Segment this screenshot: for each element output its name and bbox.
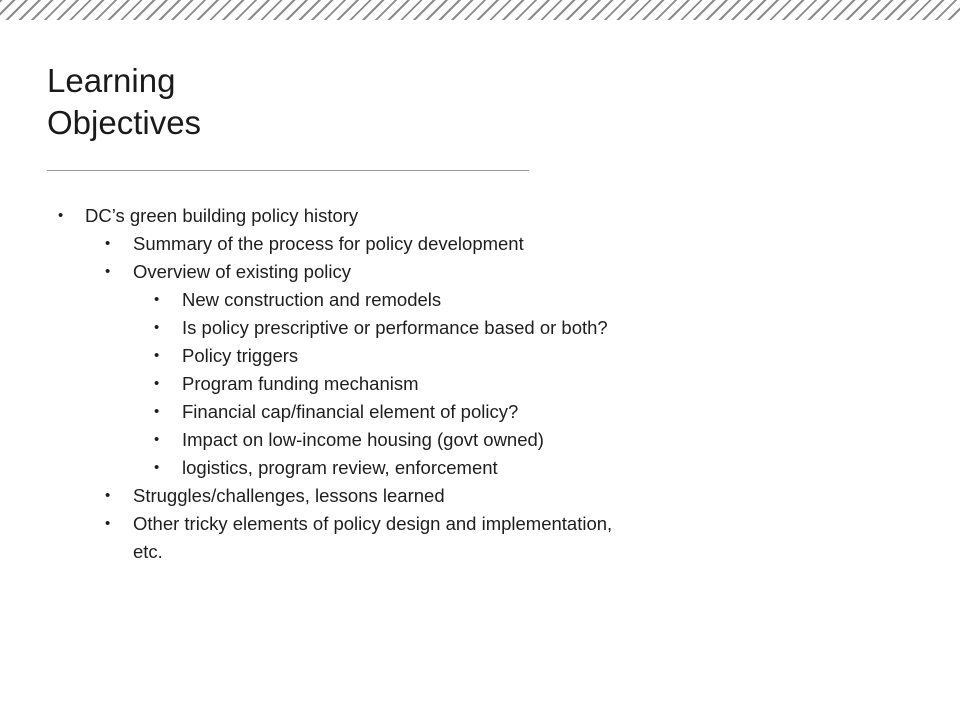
bullet-item: • Policy triggers bbox=[0, 342, 960, 370]
bullet-item: • Financial cap/financial element of policy? bbox=[0, 398, 960, 426]
title-divider bbox=[47, 170, 529, 171]
bullet-item: • Struggles/challenges, lessons learned bbox=[0, 482, 960, 510]
bullet-item: • Summary of the process for policy development bbox=[0, 230, 960, 258]
bullet-item: • New construction and remodels bbox=[0, 286, 960, 314]
bullet-item-continuation: etc. bbox=[133, 541, 163, 562]
bullet-item: • Program funding mechanism bbox=[0, 370, 960, 398]
bullet-item: • Is policy prescriptive or performance based or both? bbox=[0, 314, 960, 342]
slide-title-line-2: Objectives bbox=[47, 104, 202, 141]
slide-title bbox=[47, 60, 201, 144]
bullet-item: • Overview of existing policy bbox=[0, 258, 960, 286]
bullet-list bbox=[0, 202, 960, 566]
bullet-item: • DC’s green building policy history bbox=[0, 202, 960, 230]
bullet-item: • Other tricky elements of policy design and implementation, bbox=[0, 510, 960, 538]
slide-title-line-1: Learning bbox=[47, 62, 176, 99]
decorative-stripe-band bbox=[0, 0, 960, 20]
bullet-item: • logistics, program review, enforcement bbox=[0, 454, 960, 482]
bullet-item: • Impact on low-income housing (govt owned) bbox=[0, 426, 960, 454]
